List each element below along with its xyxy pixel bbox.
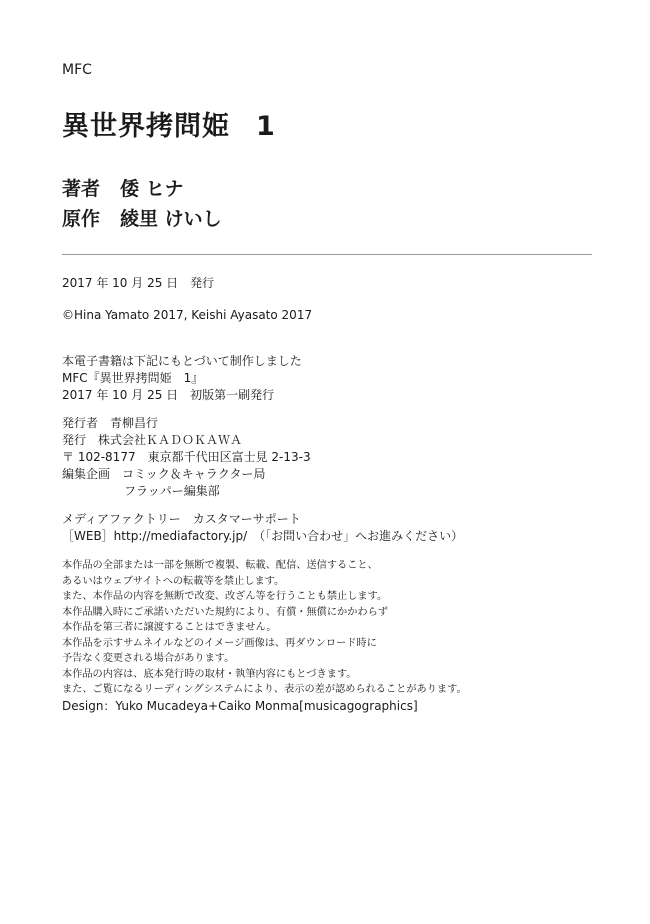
original-work-credit [62, 204, 222, 231]
text-line: 発行 株式会社ＫＡＤＯＫＡＷＡ [62, 433, 243, 447]
book-title [62, 104, 276, 143]
author-credit [62, 174, 184, 201]
support-web-link[interactable]: ［WEB］http://mediafactory.jp/ （「お問い合わせ」へお進みください） [62, 529, 464, 543]
usage-notices [62, 558, 467, 698]
notice-line: また、本作品の内容を無断で改変、改ざん等を行うことも禁止します。 [62, 591, 388, 602]
release-date: 2017 年 10 月 25 日 発行 [62, 276, 215, 290]
notice-line: あるいはウェブサイトへの転載等を禁止します。 [62, 575, 285, 587]
credit-role: 原作 [62, 208, 101, 230]
notice-line: 本作品を第三者に譲渡することはできません。 [62, 622, 277, 633]
publisher-info [62, 415, 311, 500]
copyright-notice: ©Hina Yamato 2017, Keishi Ayasato 2017 [62, 308, 313, 322]
customer-support-info [62, 511, 463, 545]
book-volume-number: 1 [256, 111, 276, 142]
text-line: フラッパー編集部 [124, 484, 220, 498]
text-line: 〒 102-8177 東京都千代田区富士見 2-13-3 [62, 450, 311, 464]
notice-line: 本作品の内容は、底本発行時の取材・執筆内容にもとづきます。 [62, 668, 357, 680]
book-title-main: 異世界拷問姫 [62, 111, 230, 142]
imprint-label: MFC [62, 62, 92, 78]
text-line: MFC『異世界拷問姫 1』 [62, 371, 204, 385]
text-line: 2017 年 10 月 25 日 初版第一刷発行 [62, 388, 275, 402]
notice-line: 本作品を示すサムネイルなどのイメージ画像は、再ダウンロード時に [62, 637, 377, 649]
notice-line: 予告なく変更される場合があります。 [62, 653, 235, 664]
text-line: 編集企画 コミック＆キャラクター局 [62, 467, 266, 481]
notice-line: また、ご覧になるリーディングシステムにより、表示の差が認められることがあります。 [62, 684, 467, 695]
credit-role: 著者 [62, 178, 101, 200]
text-line: 発行者 青柳昌行 [62, 416, 159, 430]
notice-line: 本作品の全部または一部を無断で複製、転載、配信、送信すること、 [62, 560, 378, 571]
source-edition-note [62, 353, 302, 404]
credit-name: 倭 ヒナ [120, 178, 184, 200]
divider-line [62, 254, 592, 255]
text-line: メディアファクトリー カスタマーサポート [62, 512, 301, 526]
text-line: 本電子書籍は下記にもとづいて制作しました [62, 354, 302, 368]
credit-name: 綾里 けいし [120, 208, 222, 230]
notice-line: 本作品購入時にご承諾いただいた規約により、有償・無償にかかわらず [62, 606, 388, 618]
design-credit: Design：Yuko Mucadeya+Caiko Monma[musicagographics] [62, 699, 418, 713]
